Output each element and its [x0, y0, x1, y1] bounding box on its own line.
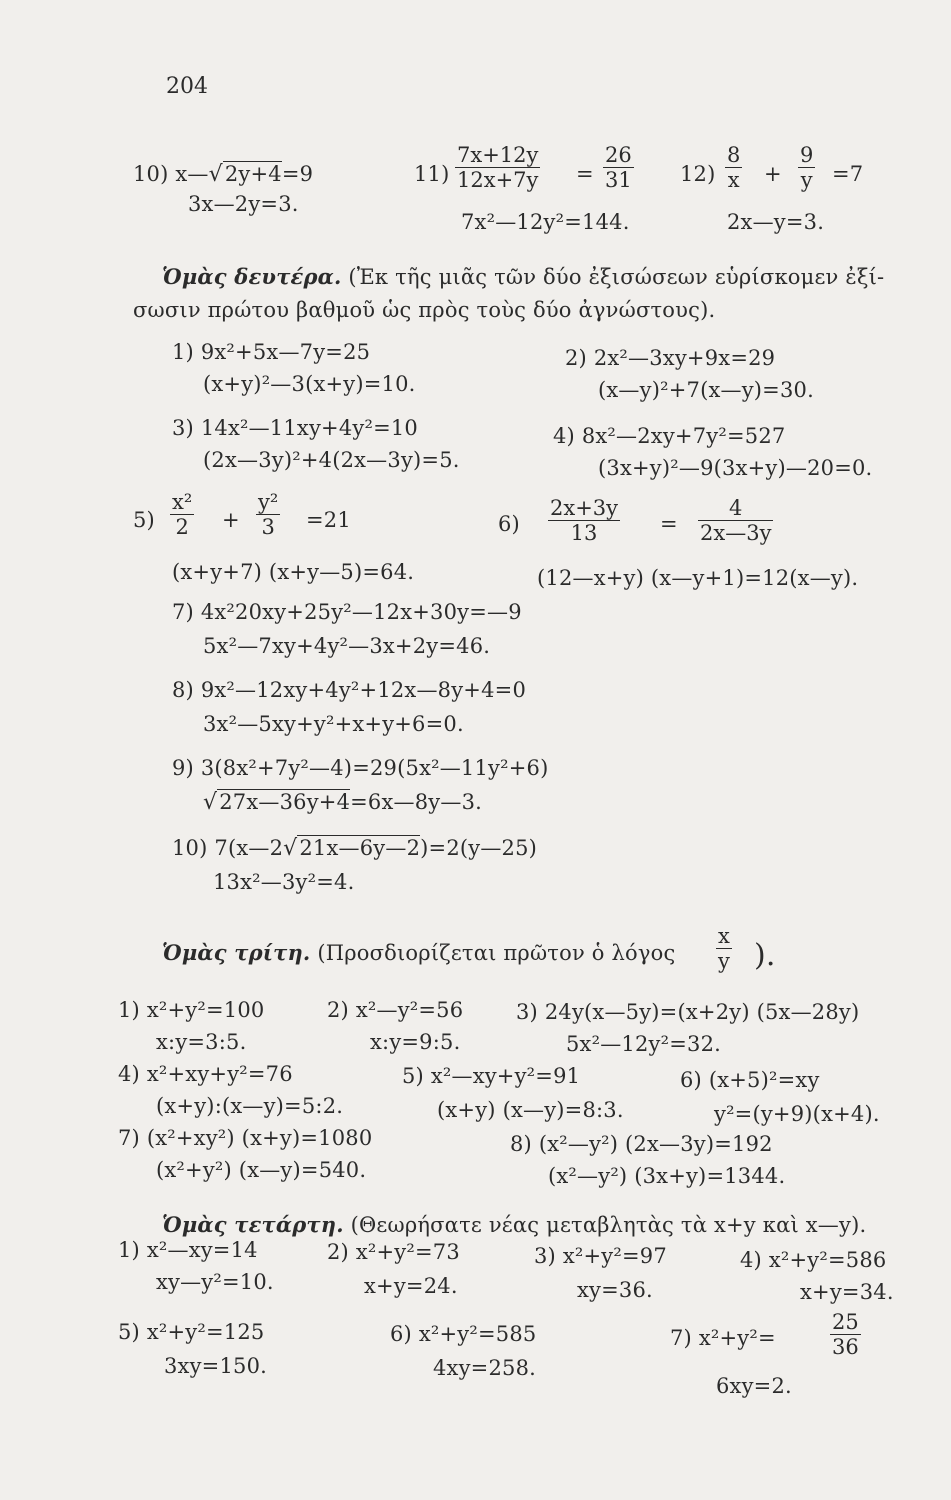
- problem-7-line-2: (x²+y²) (x—y)=540.: [156, 1158, 367, 1182]
- problem-7-line-2: 6xy=2.: [716, 1374, 792, 1398]
- problem-12-label: 12): [680, 162, 716, 186]
- problem-6-equals: =: [660, 512, 678, 536]
- problem-1-line-1: 1) 9x²+5x—7y=25: [172, 340, 371, 364]
- problem-9-line-1: 9) 3(8x²+7y²—4)=29(5x²—11y²+6): [172, 756, 549, 780]
- problem-3-line-2: 5x²—12y²=32.: [566, 1032, 722, 1056]
- problem-9-line-2: √27x—36y+4=6x—8y—3.: [203, 790, 483, 815]
- problem-5-line-1: 5) x²—xy+y²=91: [402, 1064, 581, 1088]
- problem-7-line-1: 7) x²+y²=: [670, 1326, 776, 1350]
- problem-12-equals: =7: [832, 162, 864, 186]
- radicand: 21x—6y—2: [299, 836, 421, 860]
- problem-8-line-2: (x²—y²) (3x+y)=1344.: [548, 1164, 786, 1188]
- problem-2-line-2: (x—y)²+7(x—y)=30.: [598, 378, 814, 402]
- problem-5-label: 5): [133, 508, 155, 532]
- problem-1-line-2: xy—y²=10.: [156, 1270, 274, 1294]
- problem-10-line-1: 10) 7(x—2√21x—6y—2)=2(y—25): [172, 836, 538, 861]
- problem-7-fraction: $\frac{25}{36}$: [832, 1310, 859, 1359]
- problem-7-line-2: 5x²—7xy+4y²—3x+2y=46.: [203, 634, 491, 658]
- problem-7-line-1: 7) (x²+xy²) (x+y)=1080: [118, 1126, 373, 1150]
- problem-4-line-2: (3x+y)²—9(3x+y)—20=0.: [598, 456, 873, 480]
- section-description-cont: σωσιν πρώτου βαθμοῦ ὡς πρὸς τοὺς δύο ἀγνώστους).: [133, 298, 716, 322]
- problem-6-line-2: y²=(y+9)(x+4).: [714, 1102, 880, 1126]
- problem-11-label: 11): [414, 162, 450, 186]
- problem-5-fraction-2: $\frac{\text{y²}}{3}$: [258, 490, 279, 539]
- problem-12-plus: +: [764, 162, 782, 186]
- section-description: (Ἐκ τῆς μιᾶς τῶν δύο ἐξισώσεων εὑρίσκομεν ἐξί-: [348, 265, 885, 289]
- problem-6-line-2: (12—x+y) (x—y+1)=12(x—y).: [537, 566, 859, 590]
- problem-11-line-2: 7x²—12y²=144.: [461, 210, 630, 234]
- problem-2-line-2: x:y=9:5.: [370, 1030, 461, 1054]
- problem-4-line-2: (x+y):(x—y)=5:2.: [156, 1094, 344, 1118]
- problem-2-line-1: 2) x²—y²=56: [327, 998, 464, 1022]
- problem-1-line-1: 1) x²+y²=100: [118, 998, 265, 1022]
- section-heading-4: [162, 1212, 866, 1237]
- problem-6-line-1: 6) (x+5)²=xy: [680, 1068, 820, 1092]
- problem-5-equals: =21: [306, 508, 351, 532]
- problem-12-line-2: 2x—y=3.: [727, 210, 825, 234]
- problem-2-line-1: 2) 2x²—3xy+9x=29: [565, 346, 776, 370]
- radical-sign: √: [283, 836, 298, 861]
- problem-4-line-1: 4) 8x²—2xy+7y²=527: [553, 424, 786, 448]
- problem-6-line-2: 4xy=258.: [433, 1356, 537, 1380]
- problem-3-line-2: xy=36.: [577, 1278, 653, 1302]
- problem-2-line-1: 2) x²+y²=73: [327, 1240, 460, 1264]
- problem-3-line-1: 3) 14x²—11xy+4y²=10: [172, 416, 418, 440]
- section-title: Ὁμὰς τρίτη.: [162, 940, 311, 965]
- section-description: (Προσδιορίζεται πρῶτον ὁ λόγος: [317, 941, 676, 965]
- problem-4-line-2: x+y=34.: [800, 1280, 894, 1304]
- problem-4-line-1: 4) x²+y²=586: [740, 1248, 887, 1272]
- problem-11-fraction-right: $\frac{26}{31}$: [605, 143, 632, 192]
- problem-6-fraction-1: $\frac{2x+3y}{13}$: [550, 496, 619, 545]
- problem-1-line-1: 1) x²—xy=14: [118, 1238, 258, 1262]
- problem-8-line-1: 8) (x²—y²) (2x—3y)=192: [510, 1132, 773, 1156]
- section-heading-2: [162, 264, 884, 289]
- problem-6-label: 6): [498, 512, 520, 536]
- problem-5-line-2: (x+y+7) (x+y—5)=64.: [172, 560, 415, 584]
- problem-4-line-1: 4) x²+xy+y²=76: [118, 1062, 293, 1086]
- problem-8-line-1: 8) 9x²—12xy+4y²+12x—8y+4=0: [172, 678, 527, 702]
- ratio-fraction: $\frac{x}{y}$: [718, 924, 730, 973]
- problem-1-line-2: (x+y)²—3(x+y)=10.: [203, 372, 416, 396]
- problem-11-equals: =: [576, 162, 594, 186]
- problem-5-plus: +: [222, 508, 240, 532]
- page-number: 204: [166, 74, 208, 99]
- problem-11-fraction-left: $\frac{7x+12y}{12x+7y}$: [457, 143, 539, 192]
- problem-5-line-2: (x+y) (x—y)=8:3.: [437, 1098, 624, 1122]
- radicand: 27x—36y+4: [219, 790, 351, 814]
- problem-5-line-1: 5) x²+y²=125: [118, 1320, 265, 1344]
- problem-10-line-2: 3x—2y=3.: [188, 192, 299, 216]
- problem-6-fraction-2: $\frac{4}{2x—3y}$: [700, 496, 772, 545]
- ratio-close: ).: [754, 938, 776, 973]
- problem-12-fraction-2: $\frac{9}{y}$: [800, 143, 814, 192]
- section-title: Ὁμὰς τετάρτη.: [162, 1212, 344, 1237]
- problem-5-line-2: 3xy=150.: [164, 1354, 268, 1378]
- problem-10-line-2: 13x²—3y²=4.: [213, 870, 355, 894]
- problem-12-fraction-1: $\frac{8}{x}$: [727, 143, 741, 192]
- radicand: 2y+4: [224, 162, 282, 186]
- problem-10-line-1: 10) x—√2y+4=9: [133, 162, 314, 187]
- radical-sign: √: [208, 162, 223, 187]
- problem-3-line-2: (2x—3y)²+4(2x—3y)=5.: [203, 448, 460, 472]
- section-heading-3: [162, 940, 675, 965]
- problem-1-line-2: x:y=3:5.: [156, 1030, 247, 1054]
- problem-5-fraction-1: $\frac{\text{x²}}{2}$: [172, 490, 193, 539]
- problem-8-line-2: 3x²—5xy+y²+x+y+6=0.: [203, 712, 464, 736]
- radical-sign: √: [203, 790, 218, 815]
- problem-2-line-2: x+y=24.: [364, 1274, 458, 1298]
- problem-3-line-1: 3) 24y(x—5y)=(x+2y) (5x—28y): [516, 1000, 860, 1024]
- section-title: Ὁμὰς δευτέρα.: [162, 264, 342, 289]
- problem-6-line-1: 6) x²+y²=585: [390, 1322, 537, 1346]
- section-description: (Θεωρήσατε νέας μεταβλητὰς τὰ x+y καὶ x—y).: [350, 1213, 867, 1237]
- problem-3-line-1: 3) x²+y²=97: [534, 1244, 667, 1268]
- problem-7-line-1: 7) 4x²20xy+25y²—12x+30y=—9: [172, 600, 522, 624]
